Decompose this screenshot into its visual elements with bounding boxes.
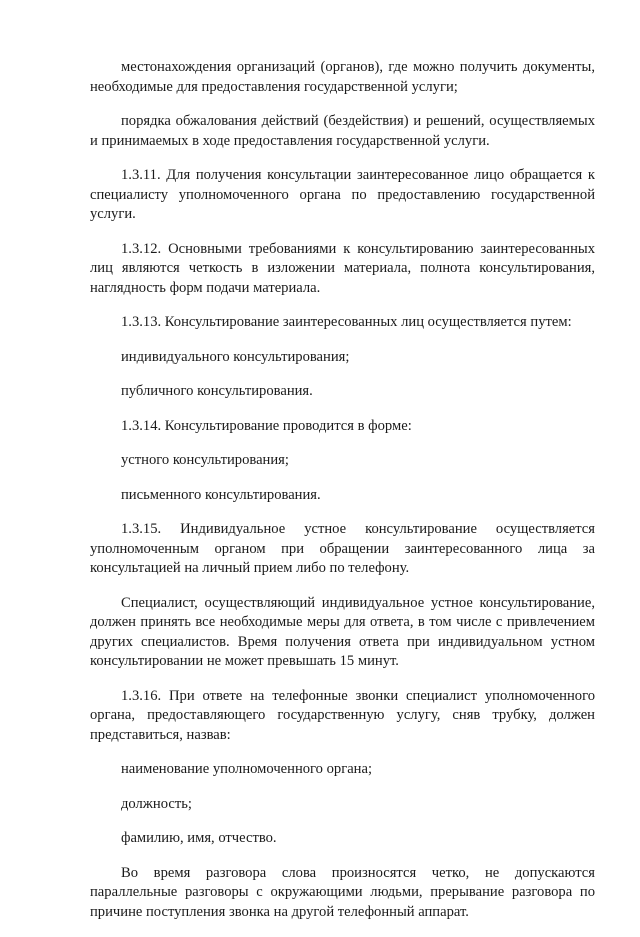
list-item-public-consulting: публичного консультирования. — [121, 383, 313, 399]
paragraph-1-3-16: 1.3.16. При ответе на телефонные звонки специалист уполномоченного органа, предоставляющего государственную услугу, сняв трубку, должен представиться, назвав: — [90, 687, 595, 743]
paragraph-location-of-organizations: местонахождения организаций (органов), где можно получить документы, необходимые для предоставления государственной услуги; — [90, 59, 595, 95]
list-item-individual-consulting: индивидуального консультирования; — [121, 348, 350, 365]
list-item-organ-name: наименование уполномоченного органа; — [121, 761, 373, 777]
paragraph-conversation-rules: Во время разговора слова произносятся четко, не допускаются параллельные разговоры с окружающими людьми, прерывание разговора по причине поступления звонка на другой телефонный аппарат. — [90, 864, 595, 920]
paragraph-1-3-14: 1.3.14. Консультирование проводится в форме: — [121, 417, 412, 434]
document-page — [90, 58, 595, 937]
paragraph-appeal-procedure: порядка обжалования действий (бездействия) и решений, осуществляемых и принимаемых в ходе предоставления государственной услуги. — [90, 113, 595, 149]
paragraph-1-3-13: 1.3.13. Консультирование заинтересованных лиц осуществляется путем: — [121, 314, 572, 330]
list-item-position: должность; — [121, 795, 192, 812]
paragraph-1-3-12: 1.3.12. Основными требованиями к консультированию заинтересованных лиц являются четкость в изложении материала, полнота консультирования, наглядность форм подачи материала. — [90, 240, 595, 296]
paragraph-specialist-response: Специалист, осуществляющий индивидуальное устное консультирование, должен принять все необходимые меры для ответа, в том числе с привлечением других специалистов. Время получения ответа при индивидуальном устном консультировании не может превышать 15 минут. — [90, 594, 595, 669]
paragraph-1-3-15: 1.3.15. Индивидуальное устное консультирование осуществляется уполномоченным органом при обращении заинтересованного лица за консультацией на личный прием либо по телефону. — [90, 521, 595, 576]
list-item-written-consulting: письменного консультирования. — [121, 486, 321, 503]
list-item-full-name: фамилию, имя, отчество. — [121, 830, 277, 846]
list-item-oral-consulting: устного консультирования; — [121, 452, 289, 468]
paragraph-1-3-11: 1.3.11. Для получения консультации заинтересованное лицо обращается к специалисту уполномоченного органа по предоставлению государственной услуги. — [90, 167, 595, 222]
